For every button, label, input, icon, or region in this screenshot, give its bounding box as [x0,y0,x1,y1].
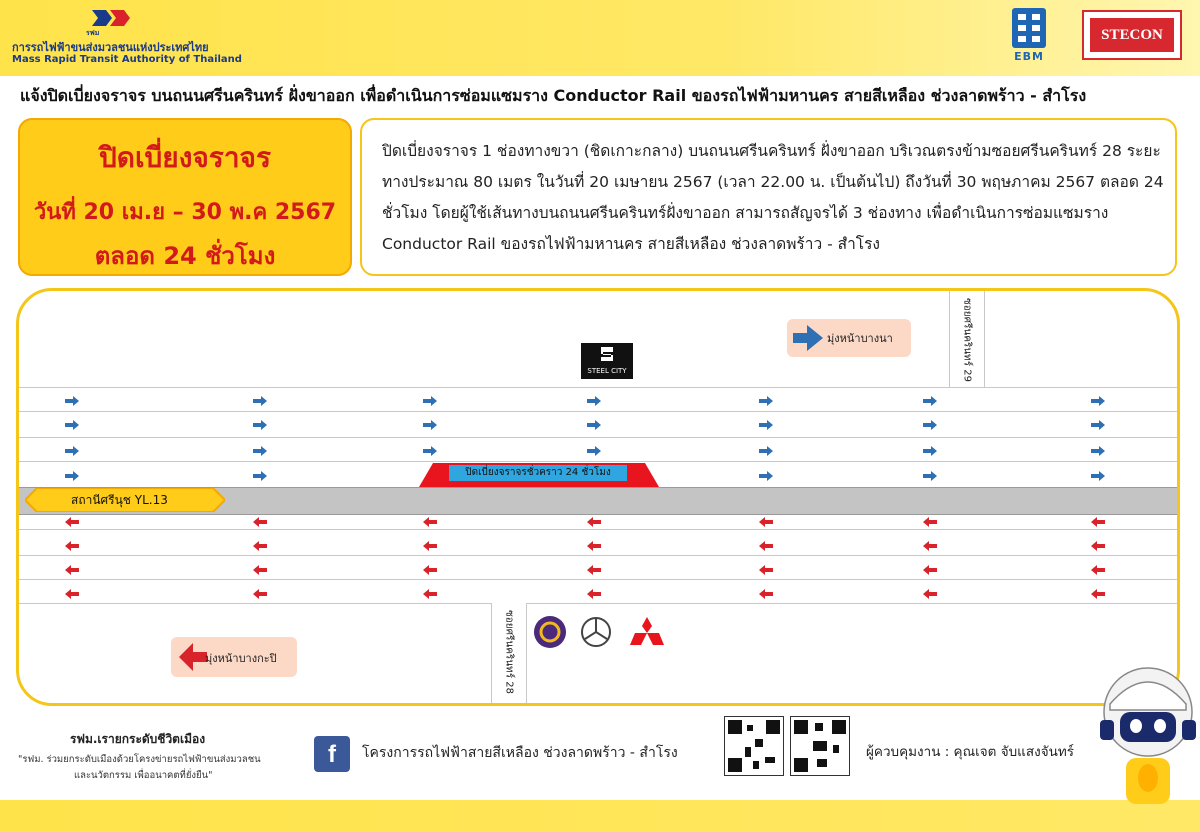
arrow-left-icon [423,565,437,575]
arrow-left-icon [759,565,773,575]
soi-28-label: ซอยศรีนครินทร์ 28 [503,610,515,694]
arrow-left-icon [923,541,937,551]
arrow-right-icon [423,446,437,456]
arrow-right-icon [253,471,267,481]
soi-29-label: ซอยศรีนครินทร์ 29 [961,298,973,382]
arrow-right-icon [1091,396,1105,406]
arrow-left-icon [759,589,773,599]
steel-city-label: STEEL CITY [587,367,627,375]
lane-line [19,437,1180,438]
qr-code-2[interactable] [790,716,850,776]
lane-line [19,529,1180,530]
page-title: แจ้งปิดเบี่ยงจราจร บนถนนศรีนครินทร์ ฝั่งขาออก เพื่อดำเนินการซ่อมแซมราง Conductor Rail ของรถไฟฟ้ามหานคร สายสีเหลือง ช่วงลาดพร้าว - สำโรง [20,86,1087,105]
arrow-left-icon [759,517,773,527]
lane-line [19,461,1180,462]
arrow-left-icon [587,589,601,599]
closure-summary-box [18,118,352,276]
arrow-right-icon [423,420,437,430]
footer-tagline-2: และนวัตกรรม เพื่ออนาคตที่ยั่งยืน" [74,770,213,781]
arrow-right-icon [759,446,773,456]
closure-dates: วันที่ 20 เม.ย – 30 พ.ค 2567 [33,200,337,225]
lane-line [19,411,1180,412]
arrow-right-icon [65,446,79,456]
footer-slogan: รฟม.เรายกระดับชีวิตเมือง [70,732,206,746]
arrow-left-icon [759,541,773,551]
arrow-left-icon [1091,541,1105,551]
arrow-right-icon [587,396,601,406]
org-name-th: การรถไฟฟ้าขนส่งมวลชนแห่งประเทศไทย [12,41,209,54]
arrow-left-icon [253,541,267,551]
arrow-left-icon [65,541,79,551]
arrow-left-icon [423,517,437,527]
closure-zone-label: ปิดเบี่ยงจราจรชั่วคราว 24 ชั่วโมง [449,465,627,481]
arrow-left-icon [1091,589,1105,599]
arrow-right-icon [253,446,267,456]
arrow-right-icon [587,446,601,456]
arrow-left-icon [923,589,937,599]
lane-line [19,555,1180,556]
ebm-logo-text: EBM [1014,50,1044,63]
closure-duration: ตลอด 24 ชั่วโมง [94,242,276,270]
qr-code-1[interactable] [724,716,784,776]
facebook-page-link[interactable]: โครงการรถไฟฟ้าสายสีเหลือง ช่วงลาดพร้าว - สำโรง [362,745,678,761]
arrow-left-icon [253,565,267,575]
arrow-left-icon [65,565,79,575]
direction-bangna-label: มุ่งหน้าบางนา [827,332,893,345]
description-box [360,118,1177,276]
arrow-left-icon [253,517,267,527]
arrow-right-icon [923,471,937,481]
arrow-right-icon [65,396,79,406]
org-name-en: Mass Rapid Transit Authority of Thailand [12,54,242,65]
arrow-left-icon [423,589,437,599]
arrow-left-icon [587,565,601,575]
arrow-right-icon [423,396,437,406]
arrow-right-icon [587,420,601,430]
arrow-left-icon [65,589,79,599]
arrow-right-icon [1091,446,1105,456]
arrow-right-icon [253,420,267,430]
arrow-left-icon [1091,517,1105,527]
arrow-left-icon [253,589,267,599]
arrow-right-icon [759,396,773,406]
arrow-right-icon [923,420,937,430]
arrow-left-icon [179,643,207,671]
arrow-left-icon [1091,565,1105,575]
stecon-logo-text: STECON [1090,18,1174,52]
arrow-right-icon [65,471,79,481]
mitsubishi-logo-icon [625,615,669,649]
arrow-right-icon [793,325,823,351]
direction-bangkapi-label: มุ่งหน้าบางกะปิ [205,652,277,665]
arrow-right-icon [1091,471,1105,481]
steel-city-logo [581,343,633,379]
arrow-left-icon [587,541,601,551]
footer-tagline-1: "รฟม. ร่วมยกระดับเมืองด้วยโครงข่ายรถไฟฟ้าขนส่งมวลชน [18,754,261,765]
arrow-right-icon [1091,420,1105,430]
mrta-logo-icon [84,6,140,36]
supervisor-text: ผู้ควบคุมงาน : คุณเจต จับแสงจันทร์ [866,744,1074,760]
arrow-left-icon [65,517,79,527]
arrow-right-icon [253,396,267,406]
arrow-right-icon [923,446,937,456]
arrow-right-icon [65,420,79,430]
arrow-left-icon [587,517,601,527]
arrow-right-icon [759,420,773,430]
arrow-right-icon [759,471,773,481]
arrow-left-icon [923,565,937,575]
ebm-logo-icon [1012,8,1046,48]
lane-line [19,387,1180,388]
mrta-logo-text: รฟม [86,29,100,36]
lane-line [19,603,1180,604]
lane-line [19,579,1180,580]
arrow-left-icon [923,517,937,527]
facebook-icon[interactable]: f [314,736,350,772]
closure-title: ปิดเบี่ยงจราจร [99,141,271,174]
mercedes-logo-icon [579,615,613,649]
mascot-figure [1096,660,1200,810]
arrow-right-icon [923,396,937,406]
traffic-map [16,288,1180,706]
footer-band [0,800,1200,832]
arrow-left-icon [423,541,437,551]
bank-logo-icon [533,615,567,649]
description-text: ปิดเบี่ยงจราจร 1 ช่องทางขวา (ชิดเกาะกลาง) บนถนนศรีนครินทร์ ฝั่งขาออก บริเวณตรงข้ามซอยศรีนครินทร์ 28 ระยะทางประมาณ 80 เมตร ในวันที่ 20 เมษายน 2567 (เวลา 22.00 น. เป็นต้นไป) ถึงวันที่ 30 พฤษภาคม 2567 ตลอด 24 ชั่วโมง โดยผู้ใช้เส้นทางบนถนนศรีนครินทร์ฝั่งขาออก สามารถสัญจรได้ 3 ช่องทาง เพื่อดำเนินการซ่อมแซมราง Conductor Rail ของรถไฟฟ้ามหานคร สายสีเหลือง ช่วงลาดพร้าว - สำโรง [382,142,1164,253]
station-label: สถานีศรีนุช YL.13 [71,493,168,507]
